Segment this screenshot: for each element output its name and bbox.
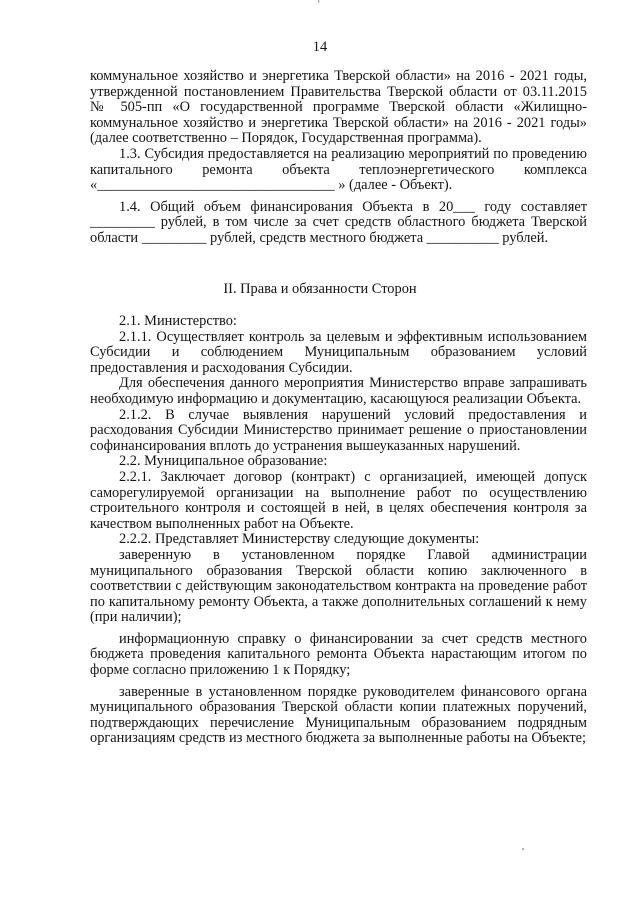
paragraph-1-4: 1.4. Общий объем финансирования Объекта в 20___ году составляет _________ рублей, в том числе за счет средств областного бюджета Тверской области _________ рублей, средств местного бюджета __________ рублей. [90, 198, 587, 246]
paragraph-2-1-1: 2.1.1. Осуществляет контроль за целевым и эффективным использованием Субсидии и соблюдением Муниципальным образованием условий предоставления и расходования Субсидии. [90, 328, 587, 376]
paragraph-2-2: 2.2. Муниципальное образование: [119, 453, 328, 470]
paragraph-2-1-2: 2.1.2. В случае выявления нарушений условий предоставления и расходования Субсидии Министерство принимает решение о приостановлении софинансирования вплоть до устранения вышеуказанных нарушений. [90, 406, 587, 454]
paragraph-ministry-right: Для обеспечения данного мероприятия Министерство вправе запрашивать необходимую информацию и документацию, касающуюся реализации Объекта. [90, 375, 587, 407]
scan-speck [522, 848, 524, 850]
page-number: 14 [312, 39, 328, 55]
paragraph-2-2-1: 2.2.1. Заключает договор (контракт) с организацией, имеющей допуск саморегулируемой организации на выполнение работ по осуществлению строительного контроля и состоящей в ней, в целях обеспечения контроля за качеством выполненных работ на Объекте. [90, 468, 587, 532]
paragraph-1-3: 1.3. Субсидия предоставляется на реализацию мероприятий по проведению капитального ремонта объекта теплоэнергетического комплекса «_________________________________ » (далее - Объект). [90, 145, 587, 194]
paragraph-program-reference: коммунальное хозяйство и энергетика Тверской области» на 2016 - 2021 годы, утвержденной постановлением Правительства Тверской области от 03.11.2015 № 505-пп «О государственной программе Тверской области «Жилищно-коммунальное хозяйство и энергетика Тверской области» на 2016 - 2021 годы» (далее соответственно – Порядок, Государственная программа). [90, 68, 587, 147]
top-mark: ' [318, 0, 320, 9]
intro-block [90, 69, 587, 247]
paragraph-2-1: 2.1. Министерство: [119, 313, 237, 329]
paragraph-2-2-2: 2.2.2. Представляет Министерству следующие документы: [119, 531, 480, 548]
list-item-contract-copy: заверенную в установленном порядке Главой администрации муниципального образования Тверской области копию заключенного в соответствии с действующим законодательством контракта на проведение работ по капитальному ремонту Объекта, а также дополнительных соглашений к нему (при наличии); [90, 546, 587, 626]
list-item-info-note: информационную справку о финансировании за счет средств местного бюджета проведения капитального ремонта Объекта нарастающим итогом по форме согласно приложению 1 к Порядку; [90, 630, 587, 679]
section-body [90, 314, 587, 747]
list-item-payment-orders: заверенные в установленном порядке руководителем финансового органа муниципального образования Тверской области копии платежных поручений, подтверждающих перечисление Муниципальным образованием подрядным организациям средств из местного бюджета за выполненные работы на Объекте; [90, 683, 587, 747]
section-title: II. Права и обязанности Сторон [223, 281, 417, 297]
